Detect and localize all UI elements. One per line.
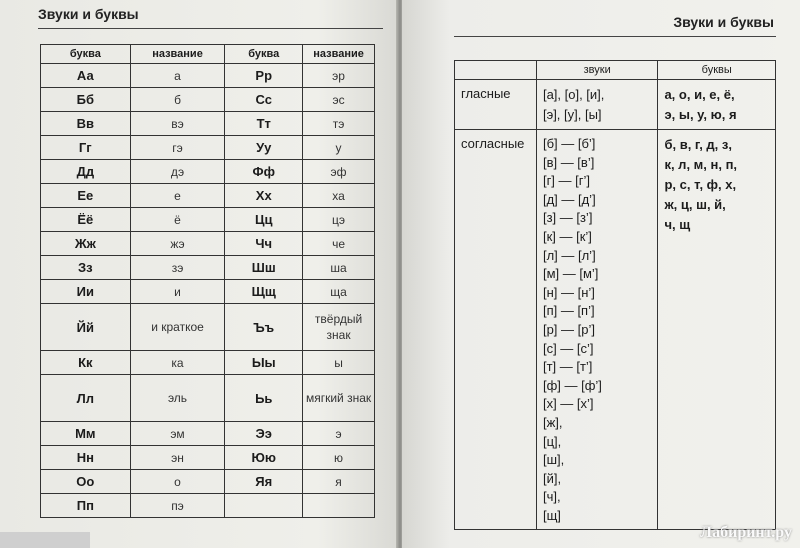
letter-name-cell: ща bbox=[303, 280, 375, 304]
sound-line: [п] — [п’] bbox=[542, 303, 595, 319]
vowel-letters-cell bbox=[658, 80, 776, 130]
alphabet-table bbox=[40, 44, 375, 518]
column-header: буквы bbox=[658, 61, 776, 80]
letter-name-cell: цэ bbox=[303, 208, 375, 232]
alphabet-row bbox=[41, 470, 375, 494]
letter-cell: Мм bbox=[41, 422, 131, 446]
left-page bbox=[0, 0, 398, 548]
sound-line: [м] — [м’] bbox=[542, 266, 599, 282]
letter-cell: Цц bbox=[225, 208, 303, 232]
letter-name-cell: тэ bbox=[303, 112, 375, 136]
vowels-row bbox=[455, 80, 776, 130]
sound-line: [л] — [л’] bbox=[542, 247, 596, 263]
letter-cell: Кк bbox=[41, 351, 131, 375]
letter-line: а, о, и, е, ё, bbox=[664, 87, 735, 102]
column-header: звуки bbox=[536, 61, 658, 80]
column-header: название bbox=[130, 45, 225, 64]
letter-cell: Йй bbox=[41, 304, 131, 351]
letter-name-cell: э bbox=[303, 422, 375, 446]
letter-cell: Щщ bbox=[225, 280, 303, 304]
letter-line: р, с, т, ф, х, bbox=[664, 177, 737, 192]
letter-cell: Аа bbox=[41, 64, 131, 88]
alphabet-row bbox=[41, 232, 375, 256]
sound-line: [щ] bbox=[542, 507, 561, 523]
letter-name-cell: а bbox=[130, 64, 225, 88]
alphabet-row bbox=[41, 280, 375, 304]
letter-name-cell: ю bbox=[303, 446, 375, 470]
sound-line: [ч], bbox=[542, 489, 561, 505]
letter-name-cell: эн bbox=[130, 446, 225, 470]
sound-line: [а], [о], [и], bbox=[542, 87, 605, 102]
sound-line: [ц], bbox=[542, 433, 562, 449]
column-header: название bbox=[303, 45, 375, 64]
letter-cell: Рр bbox=[225, 64, 303, 88]
letter-line: к, л, м, н, п, bbox=[664, 157, 738, 172]
column-header: буква bbox=[225, 45, 303, 64]
letter-name-cell: эф bbox=[303, 160, 375, 184]
alphabet-row bbox=[41, 256, 375, 280]
letter-name-cell: ша bbox=[303, 256, 375, 280]
sound-line: [ф] — [ф’] bbox=[542, 377, 602, 393]
alphabet-row bbox=[41, 88, 375, 112]
letter-name-cell: че bbox=[303, 232, 375, 256]
left-header-rule bbox=[38, 28, 383, 29]
vowel-sounds-cell bbox=[536, 80, 658, 130]
right-page-header: Звуки и буквы bbox=[673, 14, 774, 30]
alphabet-row bbox=[41, 494, 375, 518]
alphabet-row bbox=[41, 446, 375, 470]
letter-name-cell: гэ bbox=[130, 136, 225, 160]
letter-name-cell: эр bbox=[303, 64, 375, 88]
sound-line: [х] — [х’] bbox=[542, 396, 594, 412]
column-header: буква bbox=[41, 45, 131, 64]
alphabet-row bbox=[41, 184, 375, 208]
letter-cell: Шш bbox=[225, 256, 303, 280]
letter-name-cell: ё bbox=[130, 208, 225, 232]
letter-cell: Вв bbox=[41, 112, 131, 136]
sounds-table-header bbox=[455, 61, 776, 80]
letter-name-cell: и bbox=[130, 280, 225, 304]
consonants-row bbox=[455, 130, 776, 530]
sound-line: [т] — [т’] bbox=[542, 359, 593, 375]
sound-line: [д] — [д’] bbox=[542, 191, 596, 207]
category-label: гласные bbox=[455, 80, 537, 130]
alphabet-row bbox=[41, 375, 375, 422]
letter-name-cell: ха bbox=[303, 184, 375, 208]
letter-cell: Пп bbox=[41, 494, 131, 518]
sound-line: [с] — [с’] bbox=[542, 340, 594, 356]
sound-line: [г] — [г’] bbox=[542, 173, 590, 189]
page-corner bbox=[0, 532, 90, 548]
letter-name-cell: ка bbox=[130, 351, 225, 375]
category-label: согласные bbox=[455, 130, 537, 530]
letter-cell: Ее bbox=[41, 184, 131, 208]
letter-cell: Гг bbox=[41, 136, 131, 160]
letter-name-cell: ы bbox=[303, 351, 375, 375]
letter-cell: Лл bbox=[41, 375, 131, 422]
letter-line: э, ы, у, ю, я bbox=[664, 107, 737, 122]
letter-name-cell: зэ bbox=[130, 256, 225, 280]
right-page bbox=[402, 0, 800, 548]
letter-cell: Тт bbox=[225, 112, 303, 136]
letter-cell: Жж bbox=[41, 232, 131, 256]
column-header bbox=[455, 61, 537, 80]
letter-name-cell: я bbox=[303, 470, 375, 494]
letter-cell: Чч bbox=[225, 232, 303, 256]
alphabet-row bbox=[41, 136, 375, 160]
letter-cell: Ъъ bbox=[225, 304, 303, 351]
letter-cell: Дд bbox=[41, 160, 131, 184]
letter-line: ж, ц, ш, й, bbox=[664, 197, 726, 212]
letter-cell: Фф bbox=[225, 160, 303, 184]
letter-name-cell: у bbox=[303, 136, 375, 160]
letter-cell: Уу bbox=[225, 136, 303, 160]
sound-line: [р] — [р’] bbox=[542, 321, 595, 337]
letter-name-cell: о bbox=[130, 470, 225, 494]
alphabet-table-header bbox=[41, 45, 375, 64]
letter-name-cell: эль bbox=[130, 375, 225, 422]
letter-cell: Ыы bbox=[225, 351, 303, 375]
letter-name-cell: е bbox=[130, 184, 225, 208]
letter-name-cell: пэ bbox=[130, 494, 225, 518]
sound-line: [й], bbox=[542, 470, 562, 486]
letter-cell: Ьь bbox=[225, 375, 303, 422]
alphabet-row bbox=[41, 160, 375, 184]
letter-name-cell: б bbox=[130, 88, 225, 112]
left-page-header: Звуки и буквы bbox=[38, 6, 139, 22]
alphabet-row bbox=[41, 422, 375, 446]
letter-cell: Оо bbox=[41, 470, 131, 494]
consonant-sounds-cell bbox=[536, 130, 658, 530]
sound-line: [ж], bbox=[542, 414, 563, 430]
letter-name-cell: вэ bbox=[130, 112, 225, 136]
letter-name-cell: твёрдый знак bbox=[303, 304, 375, 351]
alphabet-row bbox=[41, 64, 375, 88]
right-header-rule bbox=[454, 36, 776, 37]
alphabet-row bbox=[41, 112, 375, 136]
letter-cell: Ёё bbox=[41, 208, 131, 232]
sound-line: [б] — [б’] bbox=[542, 136, 596, 151]
letter-cell: Нн bbox=[41, 446, 131, 470]
letter-cell bbox=[225, 494, 303, 518]
letter-name-cell: мягкий знак bbox=[303, 375, 375, 422]
sound-line: [н] — [н’] bbox=[542, 284, 595, 300]
letter-name-cell: жэ bbox=[130, 232, 225, 256]
letter-name-cell bbox=[303, 494, 375, 518]
letter-line: ч, щ bbox=[664, 217, 691, 232]
sound-line: [к] — [к’] bbox=[542, 228, 592, 244]
letter-cell: Юю bbox=[225, 446, 303, 470]
letter-cell: Яя bbox=[225, 470, 303, 494]
letter-name-cell: дэ bbox=[130, 160, 225, 184]
letter-line: б, в, г, д, з, bbox=[664, 137, 732, 152]
sound-line: [ш], bbox=[542, 452, 565, 468]
alphabet-row bbox=[41, 304, 375, 351]
letter-cell: Зз bbox=[41, 256, 131, 280]
letter-cell: Хх bbox=[225, 184, 303, 208]
letter-cell: Сс bbox=[225, 88, 303, 112]
sound-line: [э], [у], [ы] bbox=[542, 107, 602, 122]
sound-line: [з] — [з’] bbox=[542, 210, 593, 226]
consonant-letters-cell bbox=[658, 130, 776, 530]
letter-name-cell: эс bbox=[303, 88, 375, 112]
alphabet-row bbox=[41, 351, 375, 375]
sound-line: [в] — [в’] bbox=[542, 154, 595, 170]
sounds-letters-table bbox=[454, 60, 776, 530]
letter-cell: Бб bbox=[41, 88, 131, 112]
letter-name-cell: и краткое bbox=[130, 304, 225, 351]
alphabet-row bbox=[41, 208, 375, 232]
labirint-logo: Лабиринт.ру bbox=[700, 524, 792, 541]
letter-cell: Ээ bbox=[225, 422, 303, 446]
letter-name-cell: эм bbox=[130, 422, 225, 446]
letter-cell: Ии bbox=[41, 280, 131, 304]
